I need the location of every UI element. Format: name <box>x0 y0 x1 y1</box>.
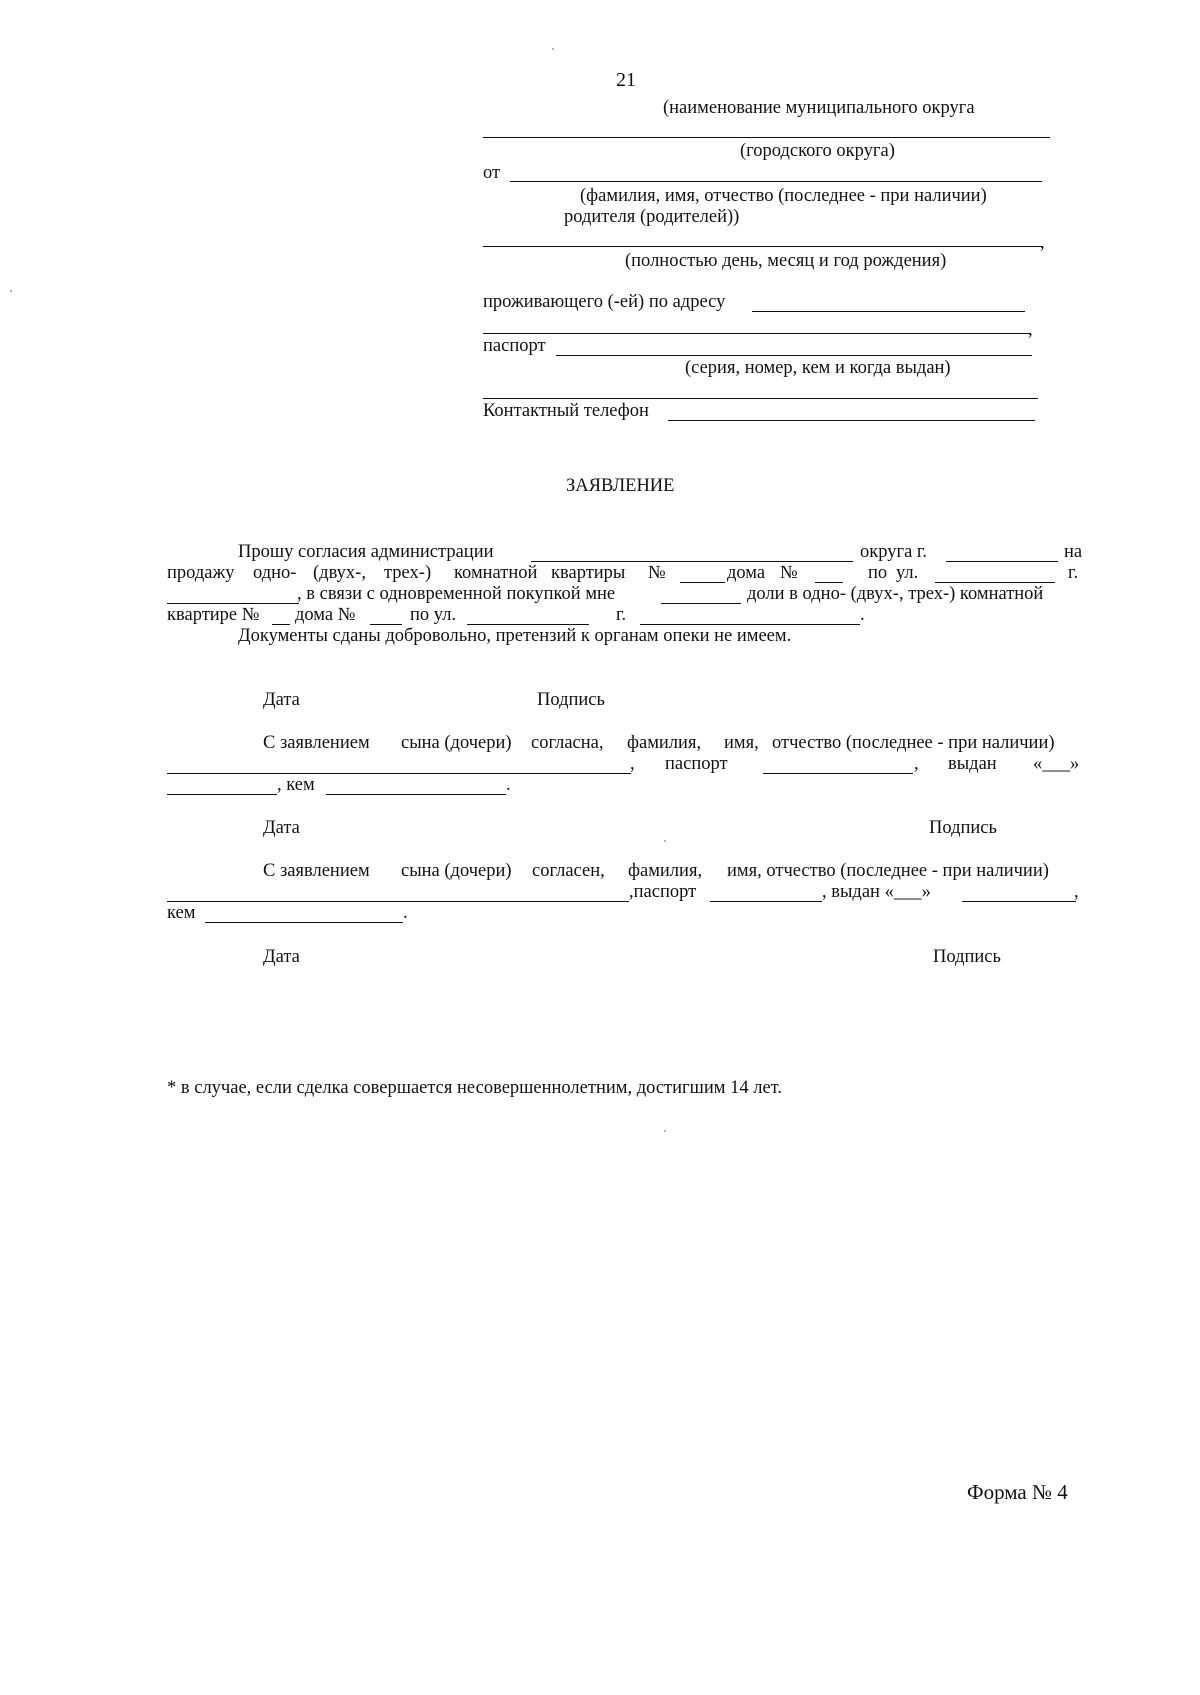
consent2-kem: кем <box>167 903 196 923</box>
consent2-date-line <box>962 901 1076 902</box>
consent1-issued: выдан <box>948 754 997 774</box>
consent1-passport-line <box>763 773 913 774</box>
form-number: Форма № 4 <box>967 1480 1068 1504</box>
consent1-date-label: Дата <box>263 818 300 838</box>
from-line <box>510 181 1042 182</box>
consent1-w4: имя, <box>724 733 759 753</box>
body-l4-flat: квартире № <box>167 605 260 625</box>
body-l2-w4: комнатной <box>454 563 538 583</box>
body-l2-w9: по <box>868 563 888 583</box>
body-line-1-end: на <box>1064 542 1083 562</box>
body-l3-text-a: , в связи с одновременной покупкой мне <box>297 584 616 604</box>
consent2-comma: , <box>1074 882 1079 902</box>
consent1-w1: сына (дочери) <box>401 733 512 753</box>
body-date-label: Дата <box>263 690 300 710</box>
consent1-w5: отчество (последнее - при наличии) <box>772 733 1055 753</box>
body-line-1-start: Прошу согласия администрации <box>238 542 494 562</box>
body-l5: Документы сданы добровольно, претензий к органам опеки не имеем. <box>238 626 792 646</box>
scan-speck <box>552 48 554 50</box>
body-l2-w7: дома <box>727 563 766 583</box>
body-l2-w2: (двух-, <box>313 563 366 583</box>
phone-line <box>668 420 1035 421</box>
body-l3-text-b: доли в одно- (двух-, трех-) комнатной <box>747 584 1044 604</box>
consent1-quote: «___» <box>1033 754 1080 774</box>
consent2-name-line <box>167 901 629 902</box>
consent1-sign-label: Подпись <box>929 818 997 838</box>
consent2-w3: фамилия, <box>628 861 703 881</box>
consent2-sign-label: Подпись <box>933 947 1001 967</box>
body-l2-w11: г. <box>1068 563 1079 583</box>
body-l2-w10: ул. <box>896 563 919 583</box>
body-line-1-city-line <box>946 561 1058 562</box>
consent2-w1: сына (дочери) <box>401 861 512 881</box>
address-line-1 <box>752 311 1025 312</box>
consent1-date-line <box>167 794 277 795</box>
scan-speck <box>10 290 12 292</box>
consent1-w3: фамилия, <box>627 733 702 753</box>
parent-name-hint-cont: родителя (родителей)) <box>564 207 740 227</box>
body-l4-house-line <box>370 624 402 625</box>
body-l2-w0: продажу <box>167 563 235 583</box>
body-l4-city: г. <box>616 605 627 625</box>
birth-line-comma: , <box>1040 233 1045 253</box>
consent1-comma2: , <box>914 754 919 774</box>
page-number: 21 <box>616 69 636 91</box>
scan-speck <box>664 840 666 842</box>
consent1-comma: , <box>630 754 635 774</box>
body-l2-w6: № <box>648 563 666 583</box>
consent1-dot: . <box>506 775 511 795</box>
address-label: проживающего (-ей) по адресу <box>483 292 726 312</box>
address-line-2 <box>483 333 1031 334</box>
municipal-label-cont: (городского округа) <box>740 141 895 161</box>
passport-line <box>556 355 1032 356</box>
body-l2-w8: № <box>780 563 798 583</box>
consent2-w4: имя, отчество (последнее - при наличии) <box>727 861 1049 881</box>
consent1-name-line <box>167 773 631 774</box>
body-l4-street-line <box>467 624 589 625</box>
phone-label: Контактный телефон <box>483 401 649 421</box>
passport-hint: (серия, номер, кем и когда выдан) <box>685 358 951 378</box>
body-l4-flat-line <box>272 624 290 625</box>
body-l3-share-line <box>661 603 741 604</box>
body-l2-house-line <box>815 582 843 583</box>
consent1-passport: паспорт <box>665 754 728 774</box>
body-l2-flat-line <box>680 582 725 583</box>
document-title: ЗАЯВЛЕНИЕ <box>566 476 675 496</box>
municipal-label: (наименование муниципального округа <box>663 98 975 118</box>
consent2-date-label: Дата <box>263 947 300 967</box>
body-l4-house: дома № <box>295 605 356 625</box>
body-l4-city-line <box>640 624 860 625</box>
birth-hint: (полностью день, месяц и год рождения) <box>625 251 947 271</box>
address-line-comma: , <box>1028 320 1033 340</box>
body-l2-street-line <box>935 582 1055 583</box>
consent2-w0: С заявлением <box>263 861 370 881</box>
body-line-1-admin-line <box>531 561 853 562</box>
consent2-kem-line <box>205 922 403 923</box>
from-label: от <box>483 163 501 183</box>
consent1-kem-line <box>326 794 506 795</box>
passport-line-2 <box>483 398 1038 399</box>
consent2-dot: . <box>403 903 408 923</box>
consent2-passport: ,паспорт <box>629 882 697 902</box>
consent2-passport-line <box>710 901 822 902</box>
body-l2-w3: трех-) <box>384 563 432 583</box>
consent1-w0: С заявлением <box>263 733 370 753</box>
birth-line <box>483 246 1043 247</box>
body-l2-w5: квартиры <box>551 563 626 583</box>
footnote: * в случае, если сделка совершается несовершеннолетним, достигшим 14 лет. <box>167 1078 782 1098</box>
body-sign-label: Подпись <box>537 690 605 710</box>
body-line-1-okrug: округа г. <box>860 542 928 562</box>
consent2-w2: согласен, <box>532 861 605 881</box>
body-l4-end: . <box>860 605 865 625</box>
body-l3-city-line <box>167 603 299 604</box>
consent1-w2: согласна, <box>531 733 604 753</box>
consent2-issued: , выдан «___» <box>822 882 931 902</box>
scan-speck <box>664 1130 666 1132</box>
body-l4-street: по ул. <box>410 605 457 625</box>
body-l2-w1: одно- <box>253 563 297 583</box>
parent-name-hint: (фамилия, имя, отчество (последнее - при наличии) <box>580 186 987 206</box>
consent1-kem: , кем <box>277 775 315 795</box>
passport-label: паспорт <box>483 336 546 356</box>
municipal-line <box>483 137 1050 138</box>
